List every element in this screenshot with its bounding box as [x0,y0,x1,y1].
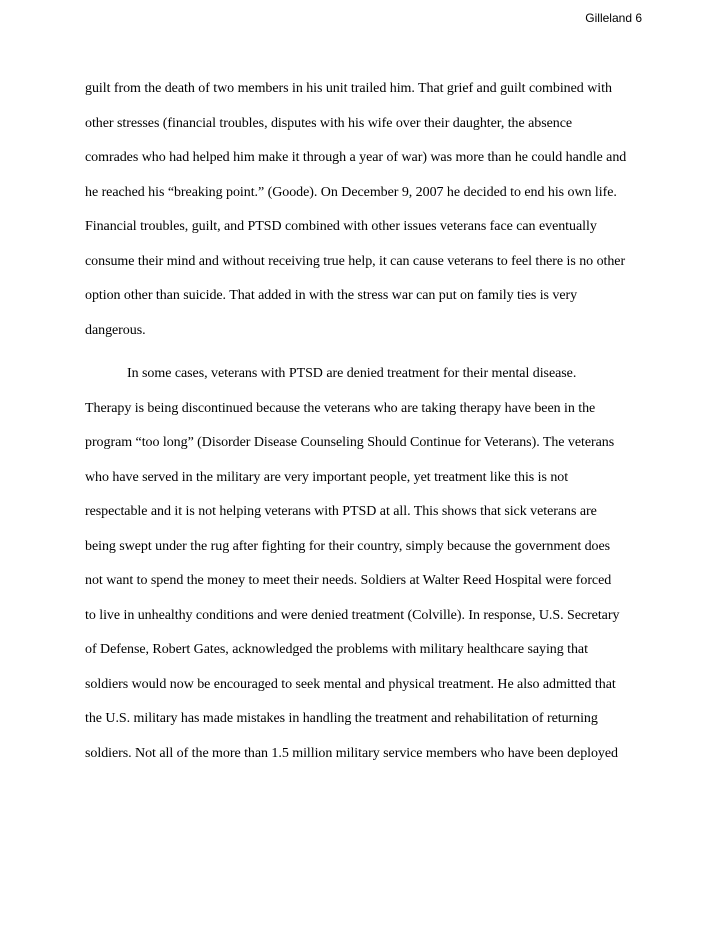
text-line: soldiers. Not all of the more than 1.5 million military service members who have been deployed [85,745,618,761]
text-line: guilt from the death of two members in his unit trailed him. That grief and guilt combined with [85,81,612,96]
text-line: option other than suicide. That added in with the stress war can put on family ties is very [85,288,578,303]
text-line: he reached his “breaking point.” (Goode). On December 9, 2007 he decided to end his own life. [85,184,617,200]
document-body [85,80,660,779]
text-line: Therapy is being discontinued because the veterans who are taking therapy have been in the [85,400,596,416]
text-line: dangerous. [85,322,146,338]
paragraph-1 [85,80,660,356]
text-line: consume their mind and without receiving true help, it can cause veterans to feel there is no other [85,253,626,269]
text-line: other stresses (financial troubles, disputes with his wife over their daughter, the absence [85,115,573,131]
text-line: respectable and it is not helping veterans with PTSD at all. This shows that sick veterans are [85,504,597,519]
text-line: to live in unhealthy conditions and were denied treatment (Colville). In response, U.S. Secretary [85,607,620,623]
text-line: soldiers would now be encouraged to seek mental and physical treatment. He also admitted that [85,676,616,692]
text-line: comrades who had helped him make it through a year of war) was more than he could handle and [85,150,627,165]
text-line: program “too long” (Disorder Disease Counseling Should Continue for Veterans). The veterans [85,435,615,450]
text-line: not want to spend the money to meet their needs. Soldiers at Walter Reed Hospital were forced [85,573,612,588]
text-line: Financial troubles, guilt, and PTSD combined with other issues veterans face can eventually [85,219,597,234]
text-line: being swept under the rug after fighting for their country, simply because the government does [85,538,611,554]
text-line: who have served in the military are very important people, yet treatment like this is not [85,469,569,485]
text-line: In some cases, veterans with PTSD are denied treatment for their mental disease. [127,366,577,381]
paragraph-gap [85,356,660,365]
running-head: Gilleland 6 [585,11,642,25]
text-line: of Defense, Robert Gates, acknowledged the problems with military healthcare saying that [85,642,588,657]
text-line: the U.S. military has made mistakes in handling the treatment and rehabilitation of returning [85,711,598,726]
paragraph-2 [85,365,660,779]
